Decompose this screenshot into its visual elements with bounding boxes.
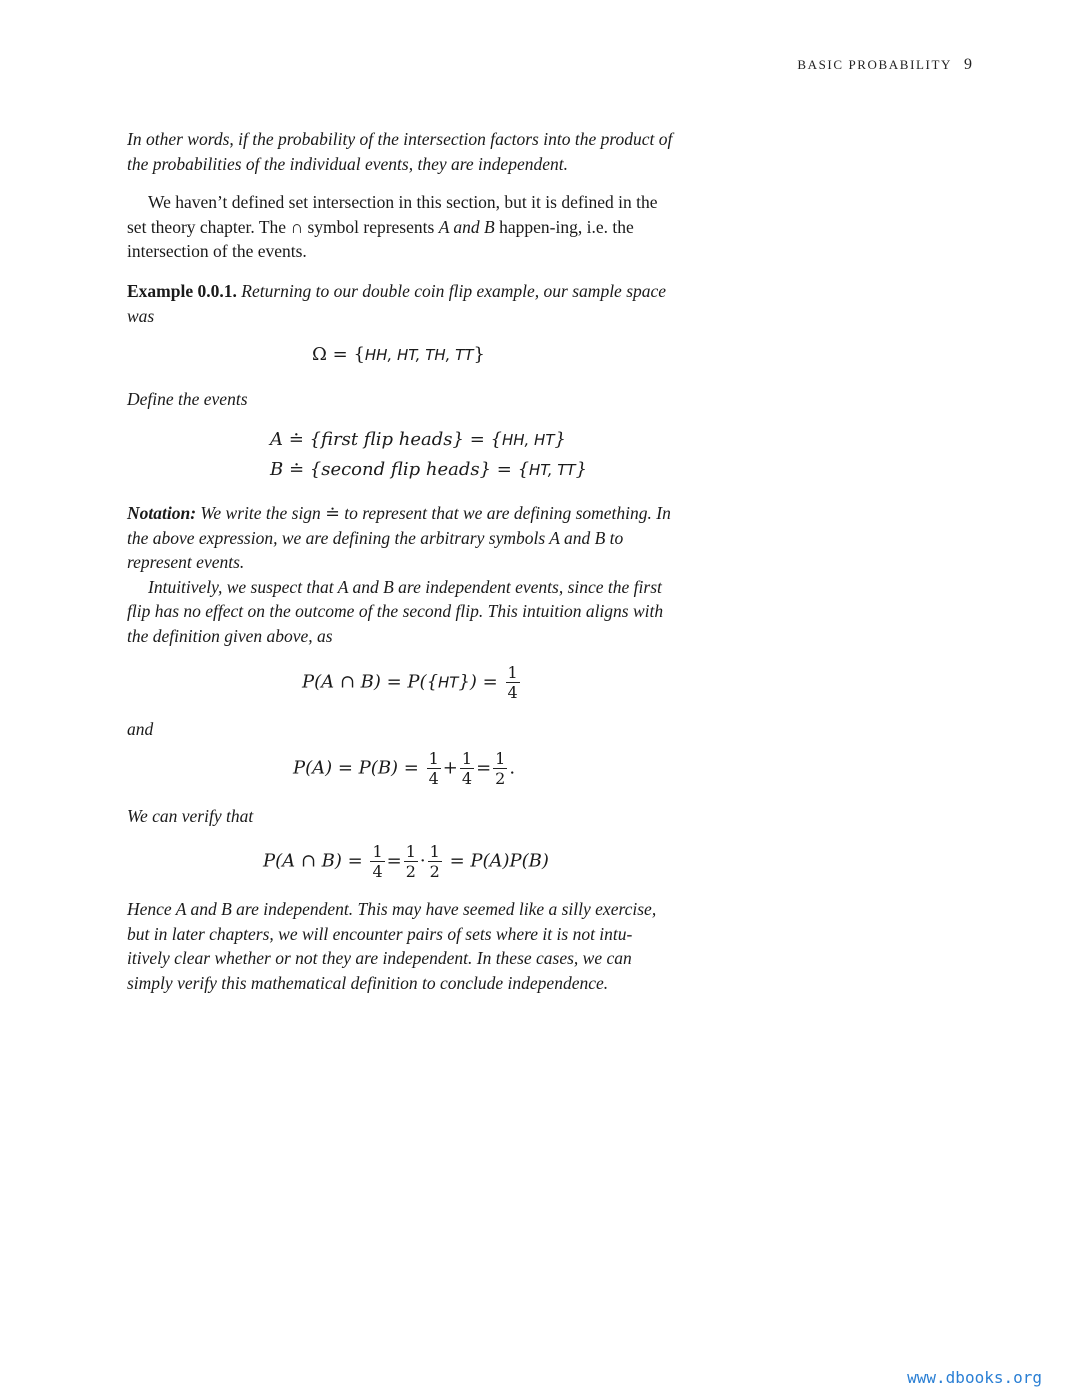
para1-text-c: happen-ing, i.e. the intersection of the events. <box>127 216 634 261</box>
notation-label: Notation: <box>127 503 197 523</box>
verify-text: We can verify that <box>127 806 254 826</box>
watermark-link[interactable]: www.dbooks.org <box>907 1368 1042 1387</box>
header-title: BASIC PROBABILITY <box>797 57 952 72</box>
intuition-paragraph: Intuitively, we suspect that A and B are independent events, since the first flip has no effect on the outcome of the second flip. This intuition aligns with the definition given above, as <box>127 576 664 646</box>
conclusion-paragraph: Hence A and B are independent. This may have seemed like a silly exercise, but in later chapters, we will encounter pairs of sets where it is not intu-itively clear whether or not they are independent. In these cases, we can simply verify this mathematical definition to conclude independence. <box>127 899 657 993</box>
example-text: Returning to our double coin flip example, our sample space was <box>127 281 667 326</box>
intersection-paragraph <box>127 190 675 264</box>
equation-sample-space: Ω = {HH, HT, TH, TT} <box>312 344 485 365</box>
equation-verify: P(A ∩ B) = $\frac{1}{4}$ = $\frac{1}{2}$ · $\frac{1}{2}$ = P(A)P(B) <box>263 842 549 881</box>
define-events-text: Define the events <box>127 389 248 409</box>
equation-event-b: B ≐ {second flip heads} = {HT, TT} <box>270 459 588 480</box>
example-label: Example 0.0.1. <box>127 281 237 301</box>
notation-text: We write the sign ≐ to represent that we are defining something. In the above expression, we are defining the arbitrary symbols A and B to represent events. <box>127 503 671 572</box>
example-paragraph <box>127 279 675 328</box>
equation-event-a: A ≐ {first flip heads} = {HH, HT} <box>270 429 566 450</box>
page-number: 9 <box>964 56 972 73</box>
notation-paragraph <box>127 501 675 648</box>
equation-pa-pb: P(A) = P(B) = $\frac{1}{4}$ + $\frac{1}{4}$ = $\frac{1}{2}$ . <box>293 749 516 788</box>
equation-p-intersection: P(A ∩ B) = P({HT}) = $\frac{1}{4}$ <box>302 663 518 702</box>
intro-paragraph: In other words, if the probability of the intersection factors into the product of the probabilities of the individual events, they are independent. <box>127 129 673 174</box>
para1-text-a: We haven’t defined set intersection in this section, but it is defined in the set theory chapter. The ∩ symbol represents <box>127 192 658 237</box>
running-header <box>797 56 972 74</box>
para1-text-b: A and B <box>438 216 495 237</box>
and-text: and <box>127 719 154 739</box>
